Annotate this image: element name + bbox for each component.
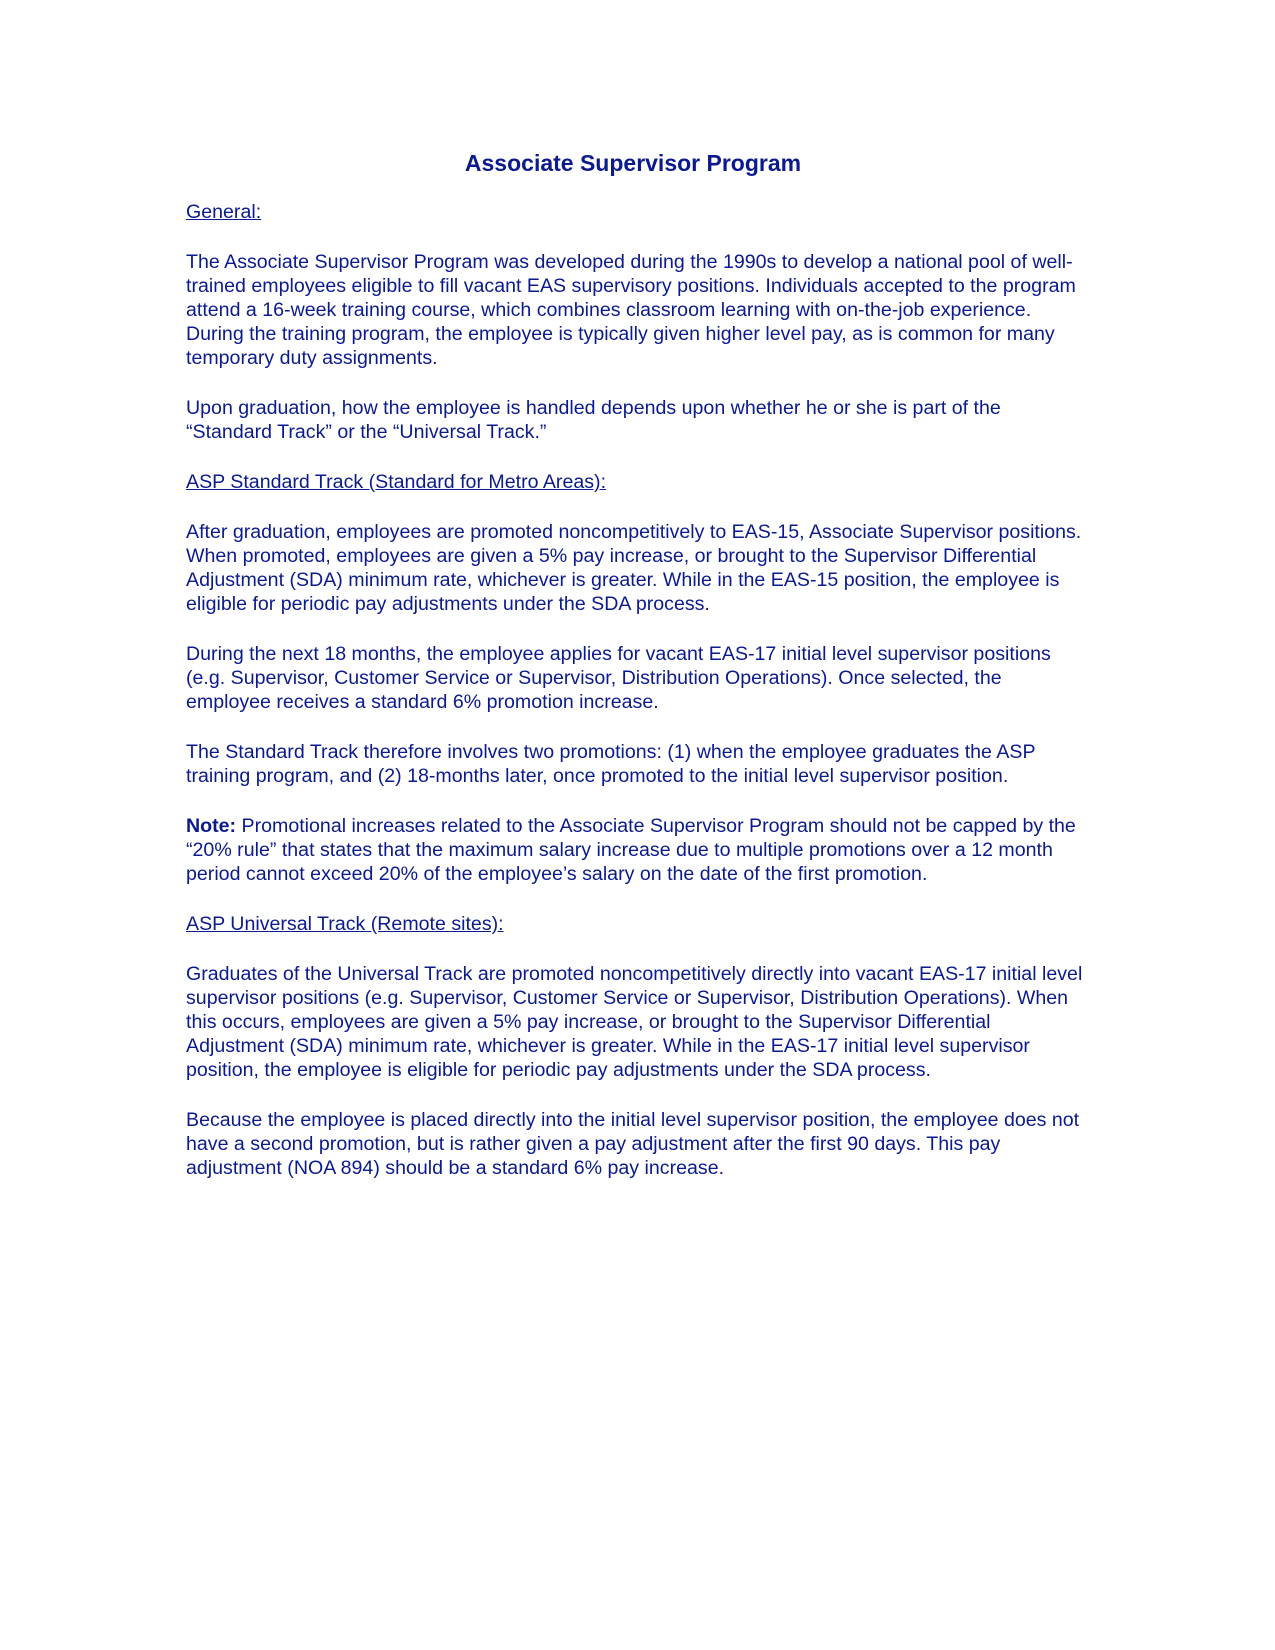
general-paragraph-1: The Associate Supervisor Program was developed during the 1990s to develop a national pool of well-trained employees eligible to fill vacant EAS supervisory positions. Individuals accepted to the program attend a 16-week training course, which combines classroom learning with on-the-job experience. During the training program, the employee is typically given higher level pay, as is common for many temporary duty assignments. [186,251,1076,369]
standard-paragraph-1: After graduation, employees are promoted noncompetitively to EAS-15, Associate Supervisor positions. When promoted, employees are given a 5% pay increase, or brought to the Supervisor Differential Adjustment (SDA) minimum rate, whichever is greater. While in the EAS-15 position, the employee is eligible for periodic pay adjustments under the SDA process. [186,521,1082,615]
section-heading-general: General: [186,201,262,223]
note-label: Note: [186,815,237,837]
general-paragraph-2: Upon graduation, how the employee is handled depends upon whether he or she is part of the “Standard Track” or the “Universal Track.” [186,397,1001,443]
universal-paragraph-1: Graduates of the Universal Track are promoted noncompetitively directly into vacant EAS-17 initial level supervisor positions (e.g. Supervisor, Customer Service or Supervisor, Distribution Operations). When this occurs, employees are given a 5% pay increase, or brought to the Supervisor Differential Adjustment (SDA) minimum rate, whichever is greater. While in the EAS-17 initial level supervisor position, the employee is eligible for periodic pay adjustments under the SDA process. [186,963,1083,1081]
section-heading-universal-track: ASP Universal Track (Remote sites): [186,913,504,935]
document-title: Associate Supervisor Program [464,150,802,176]
note-text: Promotional increases related to the Associate Supervisor Program should not be capped by the “20% rule” that states that the maximum salary increase due to multiple promotions over a 12 month period cannot exceed 20% of the employee’s salary on the date of the first promotion. [186,815,1076,885]
standard-paragraph-3: The Standard Track therefore involves two promotions: (1) when the employee graduates the ASP training program, and (2) 18-months later, once promoted to the initial level supervisor position. [186,741,1036,787]
universal-paragraph-2: Because the employee is placed directly into the initial level supervisor position, the employee does not have a second promotion, but is rather given a pay adjustment after the first 90 days. This pay adjustment (NOA 894) should be a standard 6% pay increase. [186,1109,1080,1179]
standard-paragraph-2: During the next 18 months, the employee applies for vacant EAS-17 initial level supervisor positions (e.g. Supervisor, Customer Service or Supervisor, Distribution Operations). Once selected, the employee receives a standard 6% promotion increase. [186,643,1051,713]
document-page [186,148,1086,1206]
section-heading-standard-track: ASP Standard Track (Standard for Metro Areas): [186,471,607,493]
note-paragraph [186,814,1086,886]
